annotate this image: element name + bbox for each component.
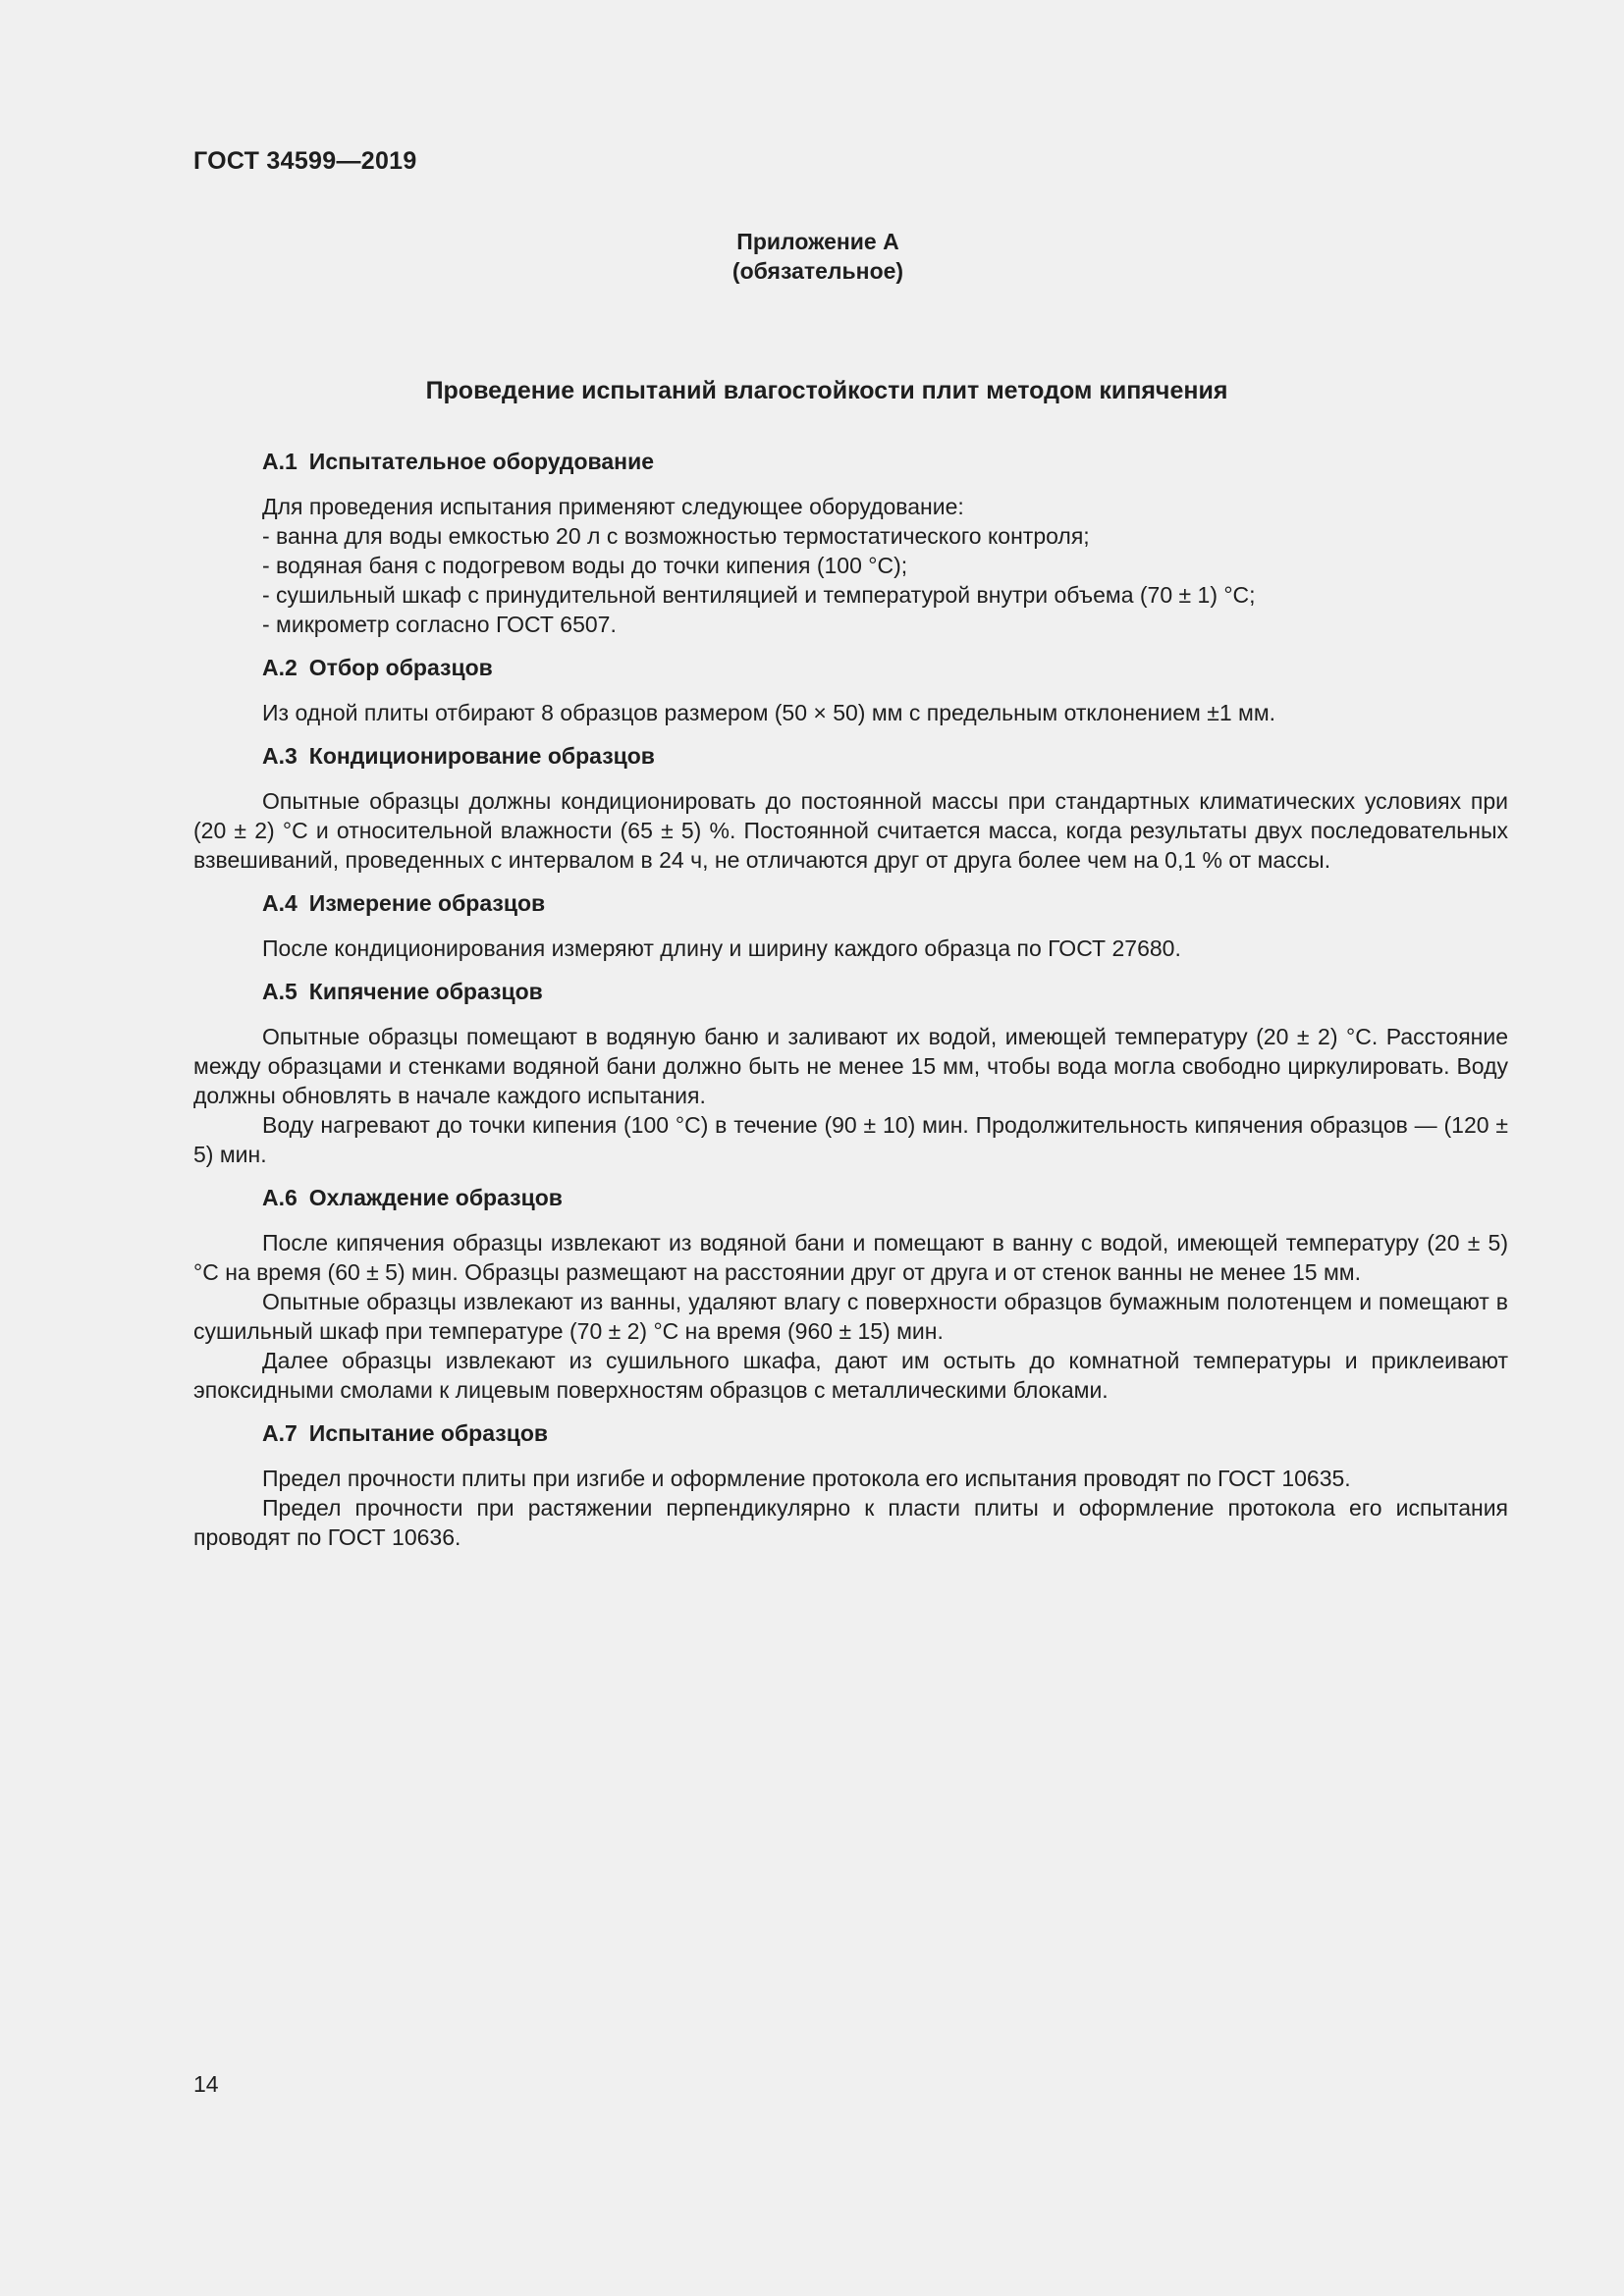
section-number: А.6	[262, 1185, 298, 1210]
section-number: А.1	[262, 449, 298, 474]
section-heading-a7	[193, 1418, 1508, 1448]
section-heading-a1	[193, 447, 1508, 476]
list-item: - ванна для воды емкостью 20 л с возможностью термостатического контроля;	[262, 523, 1090, 549]
section-title: Испытательное оборудование	[308, 449, 655, 474]
section-number: А.4	[262, 890, 298, 916]
appendix-heading	[0, 227, 1624, 286]
paragraph: Далее образцы извлекают из сушильного шкафа, дают им остыть до комнатной температуры и приклеивают эпоксидными смолами к лицевым поверхностям образцов с металлическими блоками.	[193, 1348, 1508, 1403]
appendix-status: (обязательное)	[731, 258, 904, 284]
list-item: - водяная баня с подогревом воды до точки кипения (100 °С);	[262, 553, 908, 578]
document-code: ГОСТ 34599—2019	[193, 147, 417, 175]
page-number: 14	[193, 2071, 219, 2097]
section-number: А.5	[262, 979, 298, 1004]
section-title: Отбор образцов	[308, 655, 493, 680]
section-heading-a4	[193, 888, 1508, 918]
section-title: Кондиционирование образцов	[308, 743, 655, 769]
equipment-intro: Для проведения испытания применяют следующее оборудование:	[262, 494, 964, 519]
section-heading-a2	[193, 653, 1508, 682]
paragraph: Опытные образцы помещают в водяную баню и заливают их водой, имеющей температуру (20 ± 2) °С. Расстояние между образцами и стенками водяной бани должно быть не менее 15 мм, чтобы вода могла свободно циркулировать. Воду должны обновлять в начале каждого испытания.	[193, 1024, 1508, 1108]
appendix-label: Приложение А	[736, 229, 899, 254]
section-heading-a5	[193, 977, 1508, 1006]
list-item: - микрометр согласно ГОСТ 6507.	[262, 612, 617, 637]
paragraph: Опытные образцы извлекают из ванны, удаляют влагу с поверхности образцов бумажным полотенцем и помещают в сушильный шкаф при температуре (70 ± 2) °С на время (960 ± 15) мин.	[193, 1289, 1508, 1344]
paragraph: После кондиционирования измеряют длину и ширину каждого образца по ГОСТ 27680.	[262, 935, 1181, 961]
paragraph: Предел прочности при растяжении перпендикулярно к пласти плиты и оформление протокола его испытания проводят по ГОСТ 10636.	[193, 1495, 1508, 1550]
section-heading-a3	[193, 741, 1508, 771]
section-title: Кипячение образцов	[308, 979, 543, 1004]
paragraph: После кипячения образцы извлекают из водяной бани и помещают в ванну с водой, имеющей температуру (20 ± 5) °С на время (60 ± 5) мин. Образцы размещают на расстоянии друг от друга и от стенок ванны не менее 15 мм.	[193, 1230, 1508, 1285]
section-title: Испытание образцов	[308, 1420, 549, 1446]
section-title: Охлаждение образцов	[308, 1185, 563, 1210]
paragraph: Из одной плиты отбирают 8 образцов размером (50 × 50) мм с предельным отклонением ±1 мм.	[262, 700, 1276, 725]
appendix-title: Проведение испытаний влагостойкости плит методом кипячения	[425, 377, 1228, 404]
paragraph: Опытные образцы должны кондиционировать до постоянной массы при стандартных климатических условиях при (20 ± 2) °С и относительной влажности (65 ± 5) %. Постоянной считается масса, когда результаты двух последовательных взвешиваний, проведенных с интервалом в 24 ч, не отличаются друг от друга более чем на 0,1 % от массы.	[193, 788, 1508, 873]
paragraph: Предел прочности плиты при изгибе и оформление протокола его испытания проводят по ГОСТ 10635.	[262, 1466, 1351, 1491]
section-number: А.7	[262, 1420, 298, 1446]
list-item: - сушильный шкаф с принудительной вентиляцией и температурой внутри объема (70 ± 1) °С;	[262, 582, 1256, 608]
section-title: Измерение образцов	[308, 890, 546, 916]
document-body	[193, 447, 1508, 1552]
section-number: А.3	[262, 743, 298, 769]
section-number: А.2	[262, 655, 298, 680]
paragraph: Воду нагревают до точки кипения (100 °С) в течение (90 ± 10) мин. Продолжительность кипячения образцов — (120 ± 5) мин.	[193, 1112, 1508, 1167]
section-heading-a6	[193, 1183, 1508, 1212]
